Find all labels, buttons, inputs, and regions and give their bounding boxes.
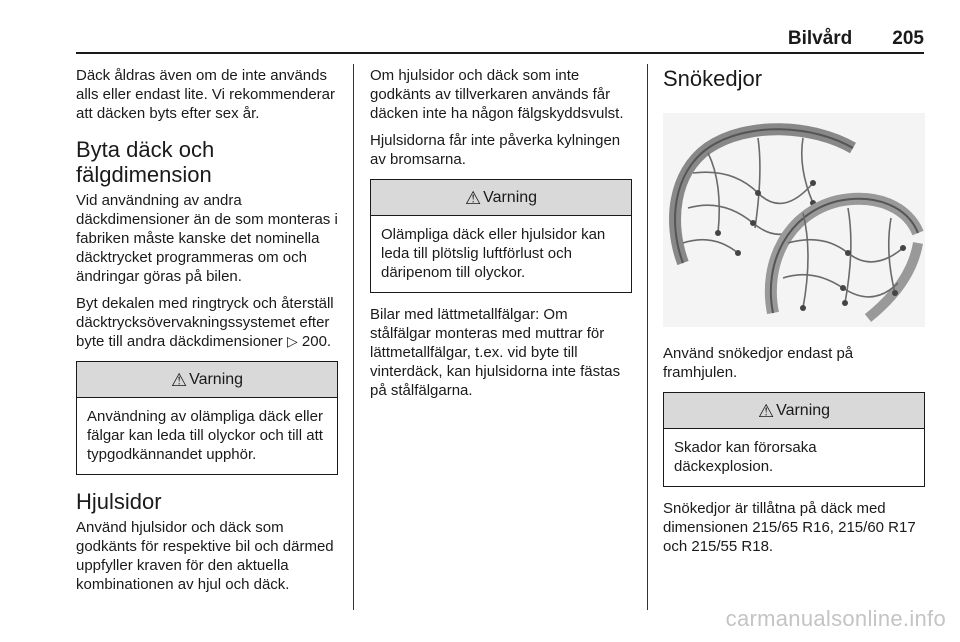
warning-triangle-icon: ⚠ [464, 187, 482, 208]
paragraph-with-ref [76, 294, 338, 351]
warning-triangle-icon: ⚠ [170, 369, 188, 390]
paragraph: Vid användning av andra däckdimensioner än de som monteras i fabriken måste kanske det nominella däcktrycket programmeras om och ändringar göras på bilen. [76, 192, 338, 285]
column-divider [353, 64, 354, 610]
warning-text: Användning av olämpliga däck eller fälgar kan leda till olyckor och till att typgodkännandet upphör. [87, 408, 323, 463]
paragraph: Snökedjor är tillåtna på däck med dimensionen 215/65 R16, 215/60 R17 och 215/55 R18. [663, 500, 916, 555]
warning-text: Skador kan förorsaka däckexplosion. [674, 439, 817, 475]
section-title: Bilvård [787, 28, 853, 49]
column-2 [370, 66, 632, 408]
watermark: carmanualsonline.info [725, 606, 946, 631]
warning-box [76, 361, 338, 475]
header-rule [76, 52, 924, 54]
warning-title: Varning [776, 402, 831, 419]
paragraph: Om hjulsidor och däck som inte godkänts av tillverkaren används får däcken inte ha någon fälgskyddsvulst. [370, 67, 624, 122]
heading-tyre-change: Byta däck och fälgdimension [76, 137, 215, 187]
paragraph: Använd snökedjor endast på framhjulen. [663, 345, 854, 381]
reference-page-link[interactable]: 200. [301, 333, 332, 350]
snow-chains-illustration [663, 113, 925, 327]
heading-snow-chains: Snökedjor [663, 66, 763, 91]
page-header [788, 28, 924, 52]
heading-hubcaps: Hjulsidor [76, 489, 162, 514]
column-divider [647, 64, 648, 610]
warning-header [664, 393, 924, 429]
intro-paragraph: Däck åldras även om de inte används alls eller endast lite. Vi rekommenderar att däcken byts efter sex år. [76, 67, 336, 122]
warning-title: Varning [189, 371, 244, 388]
paragraph: Bilar med lättmetallfälgar: Om stålfälgar monteras med muttrar för lättmetallfälgar, t.ex. vid byte till vinterdäck, kan hjulsidorna inte fästas på stålfälgarna. [370, 306, 621, 399]
warning-triangle-icon: ⚠ [757, 400, 775, 421]
warning-box [663, 392, 925, 487]
paragraph: Hjulsidorna får inte påverka kylningen av bromsarna. [370, 132, 621, 168]
warning-header [77, 362, 337, 398]
warning-title: Varning [483, 189, 538, 206]
paragraph: Använd hjulsidor och däck som godkänts för respektive bil och därmed uppfyller kraven för den aktuella kombinationen av hjul och däck. [76, 519, 334, 593]
warning-box [370, 179, 632, 293]
column-1 [76, 66, 338, 602]
paragraph-text: Byt dekalen med ringtryck och återställ däcktrycksövervakningssystemet efter byte till andra däckdimensioner [76, 295, 334, 350]
warning-text: Olämpliga däck eller hjulsidor kan leda till plötslig luftförlust och däripenom till olyckor. [381, 226, 606, 281]
reference-arrow-icon: ▷ [286, 333, 298, 349]
page-number: 205 [892, 28, 924, 49]
warning-header [371, 180, 631, 216]
column-3 [663, 66, 925, 564]
